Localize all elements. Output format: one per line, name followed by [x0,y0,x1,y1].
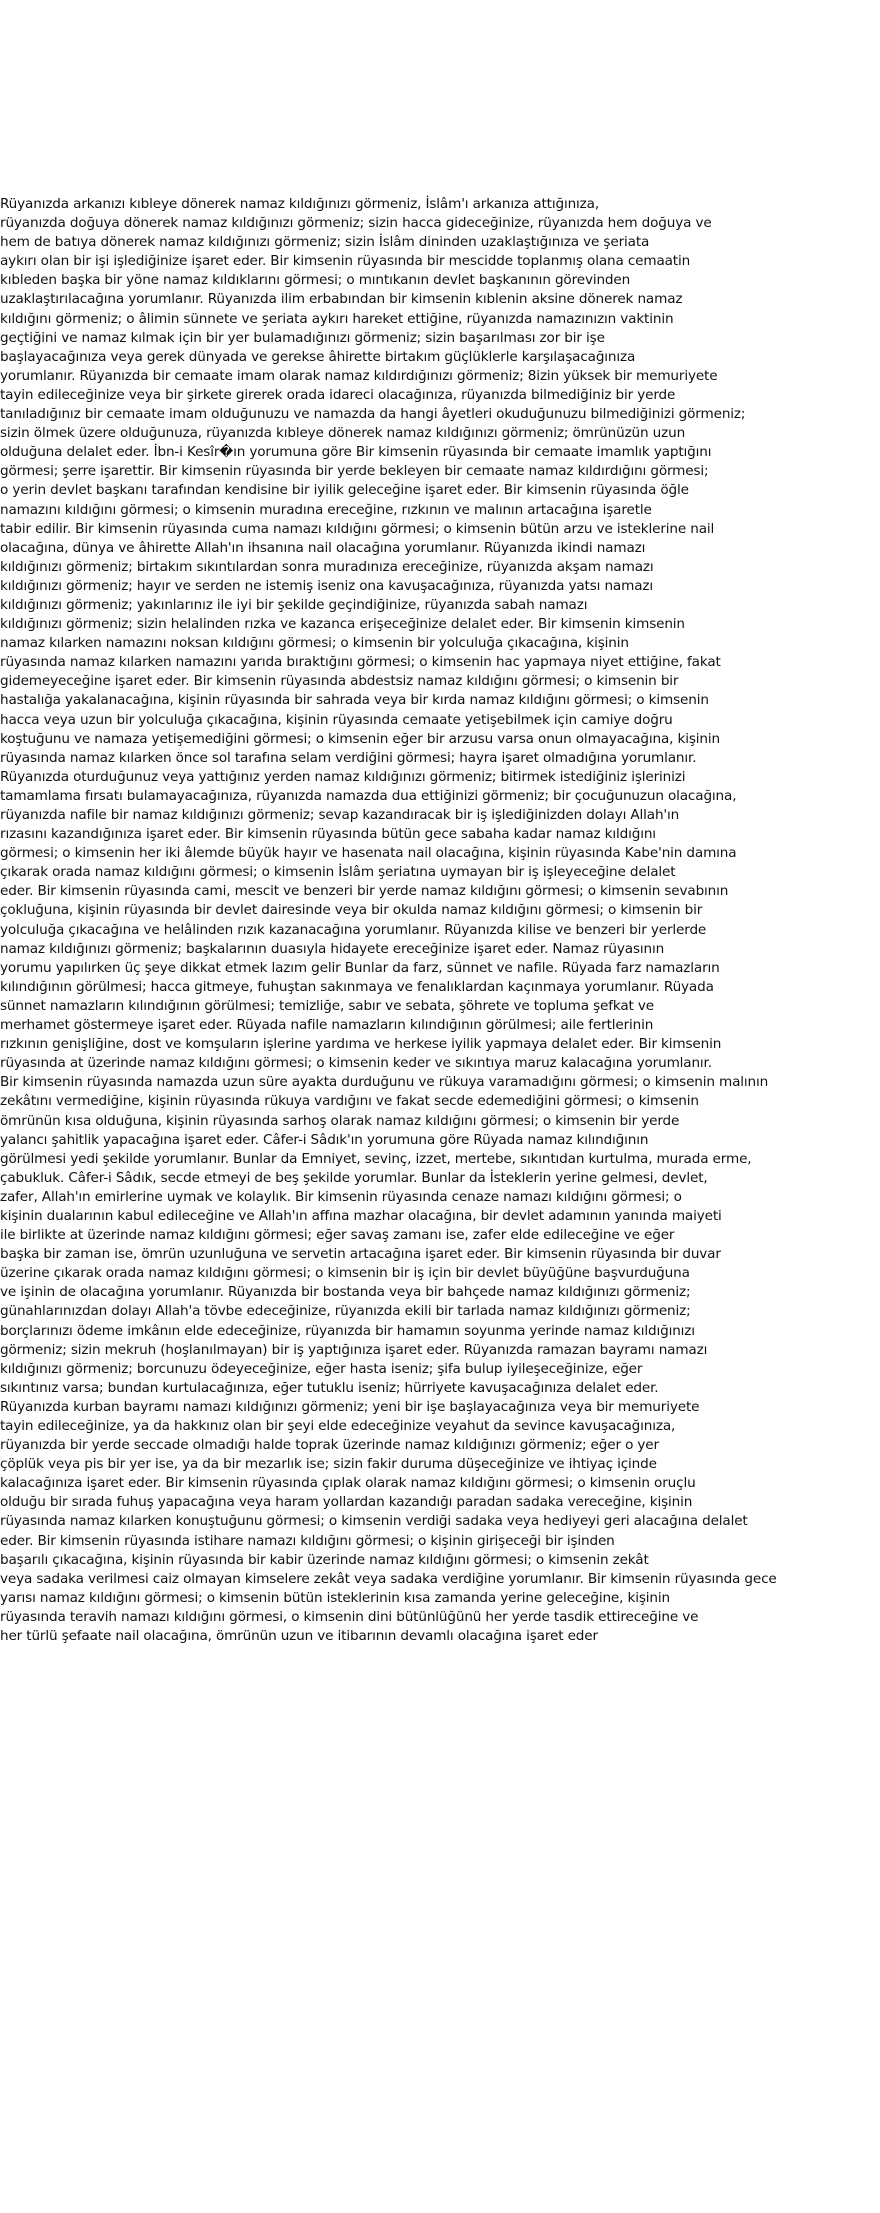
article-text-line: namazını kıldığını görmesi; o kimsenin muradına ereceğine, rızkının ve malının artacağına işaretle [0,501,652,518]
article-text-line: çokluğuna, kişinin rüyasında bir devlet dairesinde veya bir okulda namaz kıldığını görmesi; o kimsenin bir [0,902,703,919]
article-text-line: Rüyanızda oturduğunuz veya yattığınız yerden namaz kıldığınızı görmeniz; bitirmek istediğiniz işlerinizi [0,768,686,785]
article-text-line: hastalığa yakalanacağına, kişinin rüyasında bir sahrada veya bir kırda namaz kıldığını görmesi; o kimsenin [0,692,709,709]
article-text-line: ve işinin de olacağına yorumlanır. Rüyanızda bir bostanda veya bir bahçede namaz kıldığınızı görmeniz; [0,1284,691,1301]
article-text-line: Rüyanızda kurban bayramı namazı kıldığınızı görmeniz; yeni bir işe başlayacağınıza veya bir memuriyete [0,1398,700,1415]
article-text-line: olduğuna delalet eder. İbn-i Kesîr�ın yorumuna göre Bir kimsenin rüyasında bir cemaate imamlık yaptığını [0,444,712,461]
article-text-line: tayin edileceğinize veya bir şirkete girerek orada idareci olacağınıza, rüyanızda bilmediğiniz bir yerde [0,386,676,403]
article-text-line: başarılı çıkacağına, kişinin rüyasında bir kabir üzerinde namaz kıldığını görmesi; o kimsenin zekât [0,1551,649,1568]
article-text-line: namaz kılarken namazını noksan kıldığını görmesi; o kimsenin bir yolculuğa çıkacağına, kişinin [0,635,629,652]
article-text-line: kıldığınızı görmeniz; yakınlarınız ile iyi bir şekilde geçindiğinize, rüyanızda sabah namazı [0,596,588,613]
article-text-line: başka bir zaman ise, ömrün uzunluğuna ve servetin artacağına işaret eder. Bir kimsenin rüyasında bir duvar [0,1246,721,1263]
article-text-line: namaz kıldığınızı görmeniz; başkalarının duasıyla hidayete ereceğinize işaret eder. Namaz rüyasının [0,940,665,957]
article-text-line: yalancı şahitlik yapacağına işaret eder. Câfer-i Sâdık'ın yorumuna göre Rüyada namaz kılındığının [0,1131,649,1148]
article-text-line: geçtiğini ve namaz kılmak için bir yer bulamadığınızı görmeniz; sizin başarılması zor bir işe [0,329,605,346]
article-text-line: rüyasında teravih namazı kıldığını görmesi, o kimsenin dini bütünlüğünü her yerde tasdik ettireceğine ve [0,1608,699,1625]
article-text-line: kıldığınızı görmeniz; birtakım sıkıntılardan sonra muradınıza ereceğinize, rüyanızda akşam namazı [0,558,654,575]
article-text-line: rüyasında namaz kılarken önce sol tarafına selam verdiğini görmesi; hayra işaret olmadığına yorumlanır. [0,749,697,766]
article-text-line: görmeniz; sizin mekruh (hoşlanılmayan) bir iş yaptığınıza işaret eder. Rüyanızda ramazan bayramı namazı [0,1341,708,1358]
article-text-line: yorumu yapılırken üç şeye dikkat etmek lazım gelir Bunlar da farz, sünnet ve nafile. Rüyada farz namazların [0,959,720,976]
article-text-line: uzaklaştırılacağına yorumlanır. Rüyanızda ilim erbabından bir kimsenin kıblenin aksine dönerek namaz [0,291,683,308]
article-text-line: çıkarak orada namaz kıldığını görmesi; o kimsenin İslâm şeriatına uymayan bir iş işleyeceğine delalet [0,864,676,881]
article-text-line: rızkının genişliğine, dost ve komşuların işlerine yardıma ve herkese iyilik yapmaya delalet eder. Bir kimsenin [0,1036,722,1053]
article-text-line: rüyasında namaz kılarken konuştuğunu görmesi; o kimsenin verdiği sadaka veya hediyeyi geri alacağına delalet [0,1513,748,1530]
article-text-line: görülmesi yedi şekilde yorumlanır. Bunlar da Emniyet, sevinç, izzet, mertebe, sıkıntıdan kurtulma, murada erme, [0,1150,752,1167]
article-text-line: zekâtını vermediğine, kişinin rüyasında rükuya vardığını ve fakat secde edemediğini görmesi; o kimsenin [0,1093,699,1110]
article-text-line: koştuğunu ve namaza yetişemediğini görmesi; o kimsenin eğer bir arzusu varsa onun olmayacağına, kişinin [0,730,720,747]
article-text-line: kıbleden başka bir yöne namaz kıldıklarını görmesi; o mıntıkanın devlet başkanının görevinden [0,272,631,289]
article-text-line: üzerine çıkarak orada namaz kıldığını görmesi; o kimsenin bir iş için bir devlet büyüğüne başvurduğuna [0,1265,690,1282]
article-text-line: sıkıntınız varsa; bundan kurtulacağınıza, eğer tutuklu iseniz; hürriyete kavuşacağınıza delalet eder. [0,1379,659,1396]
article-text-line: rüyanızda bir yerde seccade olmadığı halde toprak üzerinde namaz kıldığınızı görmeniz; eğer o yer [0,1437,659,1454]
article-text-line: kıldığını görmeniz; o âlimin sünnete ve şeriata aykırı hareket ettiğine, rüyanızda namazınızın vaktinin [0,310,674,327]
article-text-line: aykırı olan bir işi işlediğinize işaret eder. Bir kimsenin rüyasında bir mescidde toplanmış olana cemaatin [0,253,691,270]
article-text-line: ömrünün kısa olduğuna, kişinin rüyasında sarhoş olarak namaz kıldığını görmesi; o kimsenin bir yerde [0,1112,680,1129]
article-text-line: borçlarınızı ödeme imkânın elde edeceğinize, rüyanızda bir hamamın soyunma yerinde namaz kıldığınızı [0,1322,695,1339]
article-text-line: yolculuğa çıkacağına ve helâlinden rızık kazanacağına yorumlanır. Rüyanızda kilise ve benzeri bir yerlerde [0,921,707,938]
article-text-line: başlayacağınıza veya gerek dünyada ve gerekse âhirette birtakım güçlüklerle karşılaşacağınıza [0,348,636,365]
article-text-line: kişinin dualarının kabul edileceğine ve Allah'ın affına mazhar olacağına, bir devlet adamının yanında maiyeti [0,1207,722,1224]
article-text-line: zafer, Allah'ın emirlerine uymak ve kolaylık. Bir kimsenin rüyasında cenaze namazı kıldığını görmesi; o [0,1188,682,1205]
article-text-line: rüyanızda nafile bir namaz kıldığınızı görmeniz; sevap kazandıracak bir iş işlediğinizden dolayı Allah'ın [0,807,680,823]
article-text-line: olduğu bir sırada fuhuş yapacağına veya haram yollardan kazandığı paradan sadaka vereceğine, kişinin [0,1494,693,1511]
article-text-line: ile birlikte at üzerinde namaz kıldığını görmesi; eğer savaş zamanı ise, zafer elde edileceğine ve eğer [0,1227,675,1244]
article-text-line: olacağına, dünya ve âhirette Allah'ın ihsanına nail olacağına yorumlanır. Rüyanızda ikindi namazı [0,539,646,556]
article-text-line: sizin ölmek üzere olduğunuza, rüyanızda kıbleye dönerek namaz kıldığınızı görmeniz; ömrünüzün uzun [0,425,686,442]
article-text-line: günahlarınızdan dolayı Allah'a tövbe edeceğinize, rüyanızda ekili bir tarlada namaz kıldığınızı görmeniz; [0,1303,691,1320]
article-text-line: rüyanızda doğuya dönerek namaz kıldığınızı görmeniz; sizin hacca gideceğinize, rüyanızda hem doğuya ve [0,215,712,232]
article-text-line: kılındığının görülmesi; hacca gitmeye, fuhuştan sakınmaya ve fenalıklardan kaçınmaya yorumlanır. Rüyada [0,978,714,995]
article-text-line: tamamlama fırsatı bulamayacağınıza, rüyanızda namazda dua ettiğinizi görmeniz; bir çocuğunuzun olacağına, [0,787,737,804]
article-text-line: görmesi; şerre işarettir. Bir kimsenin rüyasında bir yerde bekleyen bir cemaate namaz kıldırdığını görmesi; [0,463,709,480]
article-text-line: her türlü şefaate nail olacağına, ömrünün uzun ve itibarının devamlı olacağına işaret eder [0,1628,598,1645]
article-text-line: çöplük veya pis bir yer ise, ya da bir mezarlık ise; sizin fakir duruma düşeceğinize ve ihtiyaç içinde [0,1456,657,1473]
article-text-line: kıldığınızı görmeniz; hayır ve serden ne istemiş iseniz ona kavuşacağınıza, rüyanızda yatsı namazı [0,577,654,594]
article-text-line: o yerin devlet başkanı tarafından kendisine bir iyilik geleceğine işaret eder. Bir kimsenin rüyasında öğle [0,482,689,499]
article-text-line: veya sadaka verilmesi caiz olmayan kimselere zekât veya sadaka verdiğine yorumlanır. Bir kimsenin rüyasında gece [0,1570,777,1587]
article-text-line: görmesi; o kimsenin her iki âlemde büyük hayır ve hasenata nail olacağına, kişinin rüyasında Kabe'nin damına [0,845,737,862]
article-text-line: Rüyanızda arkanızı kıbleye dönerek namaz kıldığınızı görmeniz, İslâm'ı arkanıza attığınıza, [0,196,600,212]
article-text-line: yorumlanır. Rüyanızda bir cemaate imam olarak namaz kıldırdığınızı görmeniz; 8izin yüksek bir memuriyete [0,367,718,384]
article-text-line: eder. Bir kimsenin rüyasında istihare namazı kıldığını görmesi; o kişinin girişeceği bir işinden [0,1532,615,1549]
article-text-line: sünnet namazların kılındığının görülmesi; temizliğe, sabır ve sebata, şöhrete ve topluma şefkat ve [0,997,654,1014]
article-text-line: gidemeyeceğine işaret eder. Bir kimsenin rüyasında abdestsiz namaz kıldığını görmesi; o kimsenin bir [0,673,679,690]
article-text-line: rüyasında namaz kılarken namazını yarıda bıraktığını görmesi; o kimsenin hac yapmaya niyet ettiğine, fakat [0,654,721,671]
article-text-line: kıldığınızı görmeniz; borcunuzu ödeyeceğinize, eğer hasta iseniz; şifa bulup iyileşeceğinize, eğer [0,1360,643,1377]
article-text-line: kıldığınızı görmeniz; sizin helalinden rızka ve kazanca erişeceğinize delalet eder. Bir kimsenin kimsenin [0,616,685,633]
article-text-line: yarısı namaz kıldığını görmesi; o kimsenin bütün isteklerinin kısa zamanda yerine geleceğine, kişinin [0,1589,670,1606]
article-text-line: tabir edilir. Bir kimsenin rüyasında cuma namazı kıldığını görmesi; o kimsenin bütün arzu ve isteklerine nail [0,520,715,537]
article-text-line: hacca veya uzun bir yolculuğa çıkacağına, kişinin rüyasında cemaate yetişebilmek için camiye doğru [0,711,673,728]
article-body [0,195,872,1646]
article-text-line: tanıladığınız bir cemaate imam olduğunuzu ve namazda da hangi âyetleri okuduğunuzu bilmediğinizi görmeniz; [0,406,746,423]
article-text-line: merhamet göstermeye işaret eder. Rüyada nafile namazların kılındığının görülmesi; aile fertlerinin [0,1017,654,1034]
article-text-line: eder. Bir kimsenin rüyasında cami, mescit ve benzeri bir yerde namaz kıldığını görmesi; o kimsenin sevabının [0,883,729,900]
article-text-line: rüyasında at üzerinde namaz kıldığını görmesi; o kimsenin keder ve sıkıntıya maruz kalacağına yorumlanır. [0,1055,712,1072]
article-text-line: tayin edileceğinize, ya da hakkınız olan bir şeyi elde edeceğinize veyahut da sevince kavuşacağınıza, [0,1418,676,1434]
article-text-line: Bir kimsenin rüyasında namazda uzun süre ayakta durduğunu ve rükuya varamadığını görmesi; o kimsenin malının [0,1074,769,1091]
article-text-line: kalacağınıza işaret eder. Bir kimsenin rüyasında çıplak olarak namaz kıldığını görmesi; o kimsenin oruçlu [0,1475,696,1492]
article-text-line: rızasını kazandığınıza işaret eder. Bir kimsenin rüyasında bütün gece sabaha kadar namaz kıldığını [0,826,656,843]
article-text-line: çabukluk. Câfer-i Sâdık, secde etmeyi de beş şekilde yorumlar. Bunlar da İsteklerin yerine gelmesi, devlet, [0,1169,708,1186]
article-text-line: hem de batıya dönerek namaz kıldığınızı görmeniz; sizin İslâm dininden uzaklaştığınıza ve şeriata [0,234,650,251]
